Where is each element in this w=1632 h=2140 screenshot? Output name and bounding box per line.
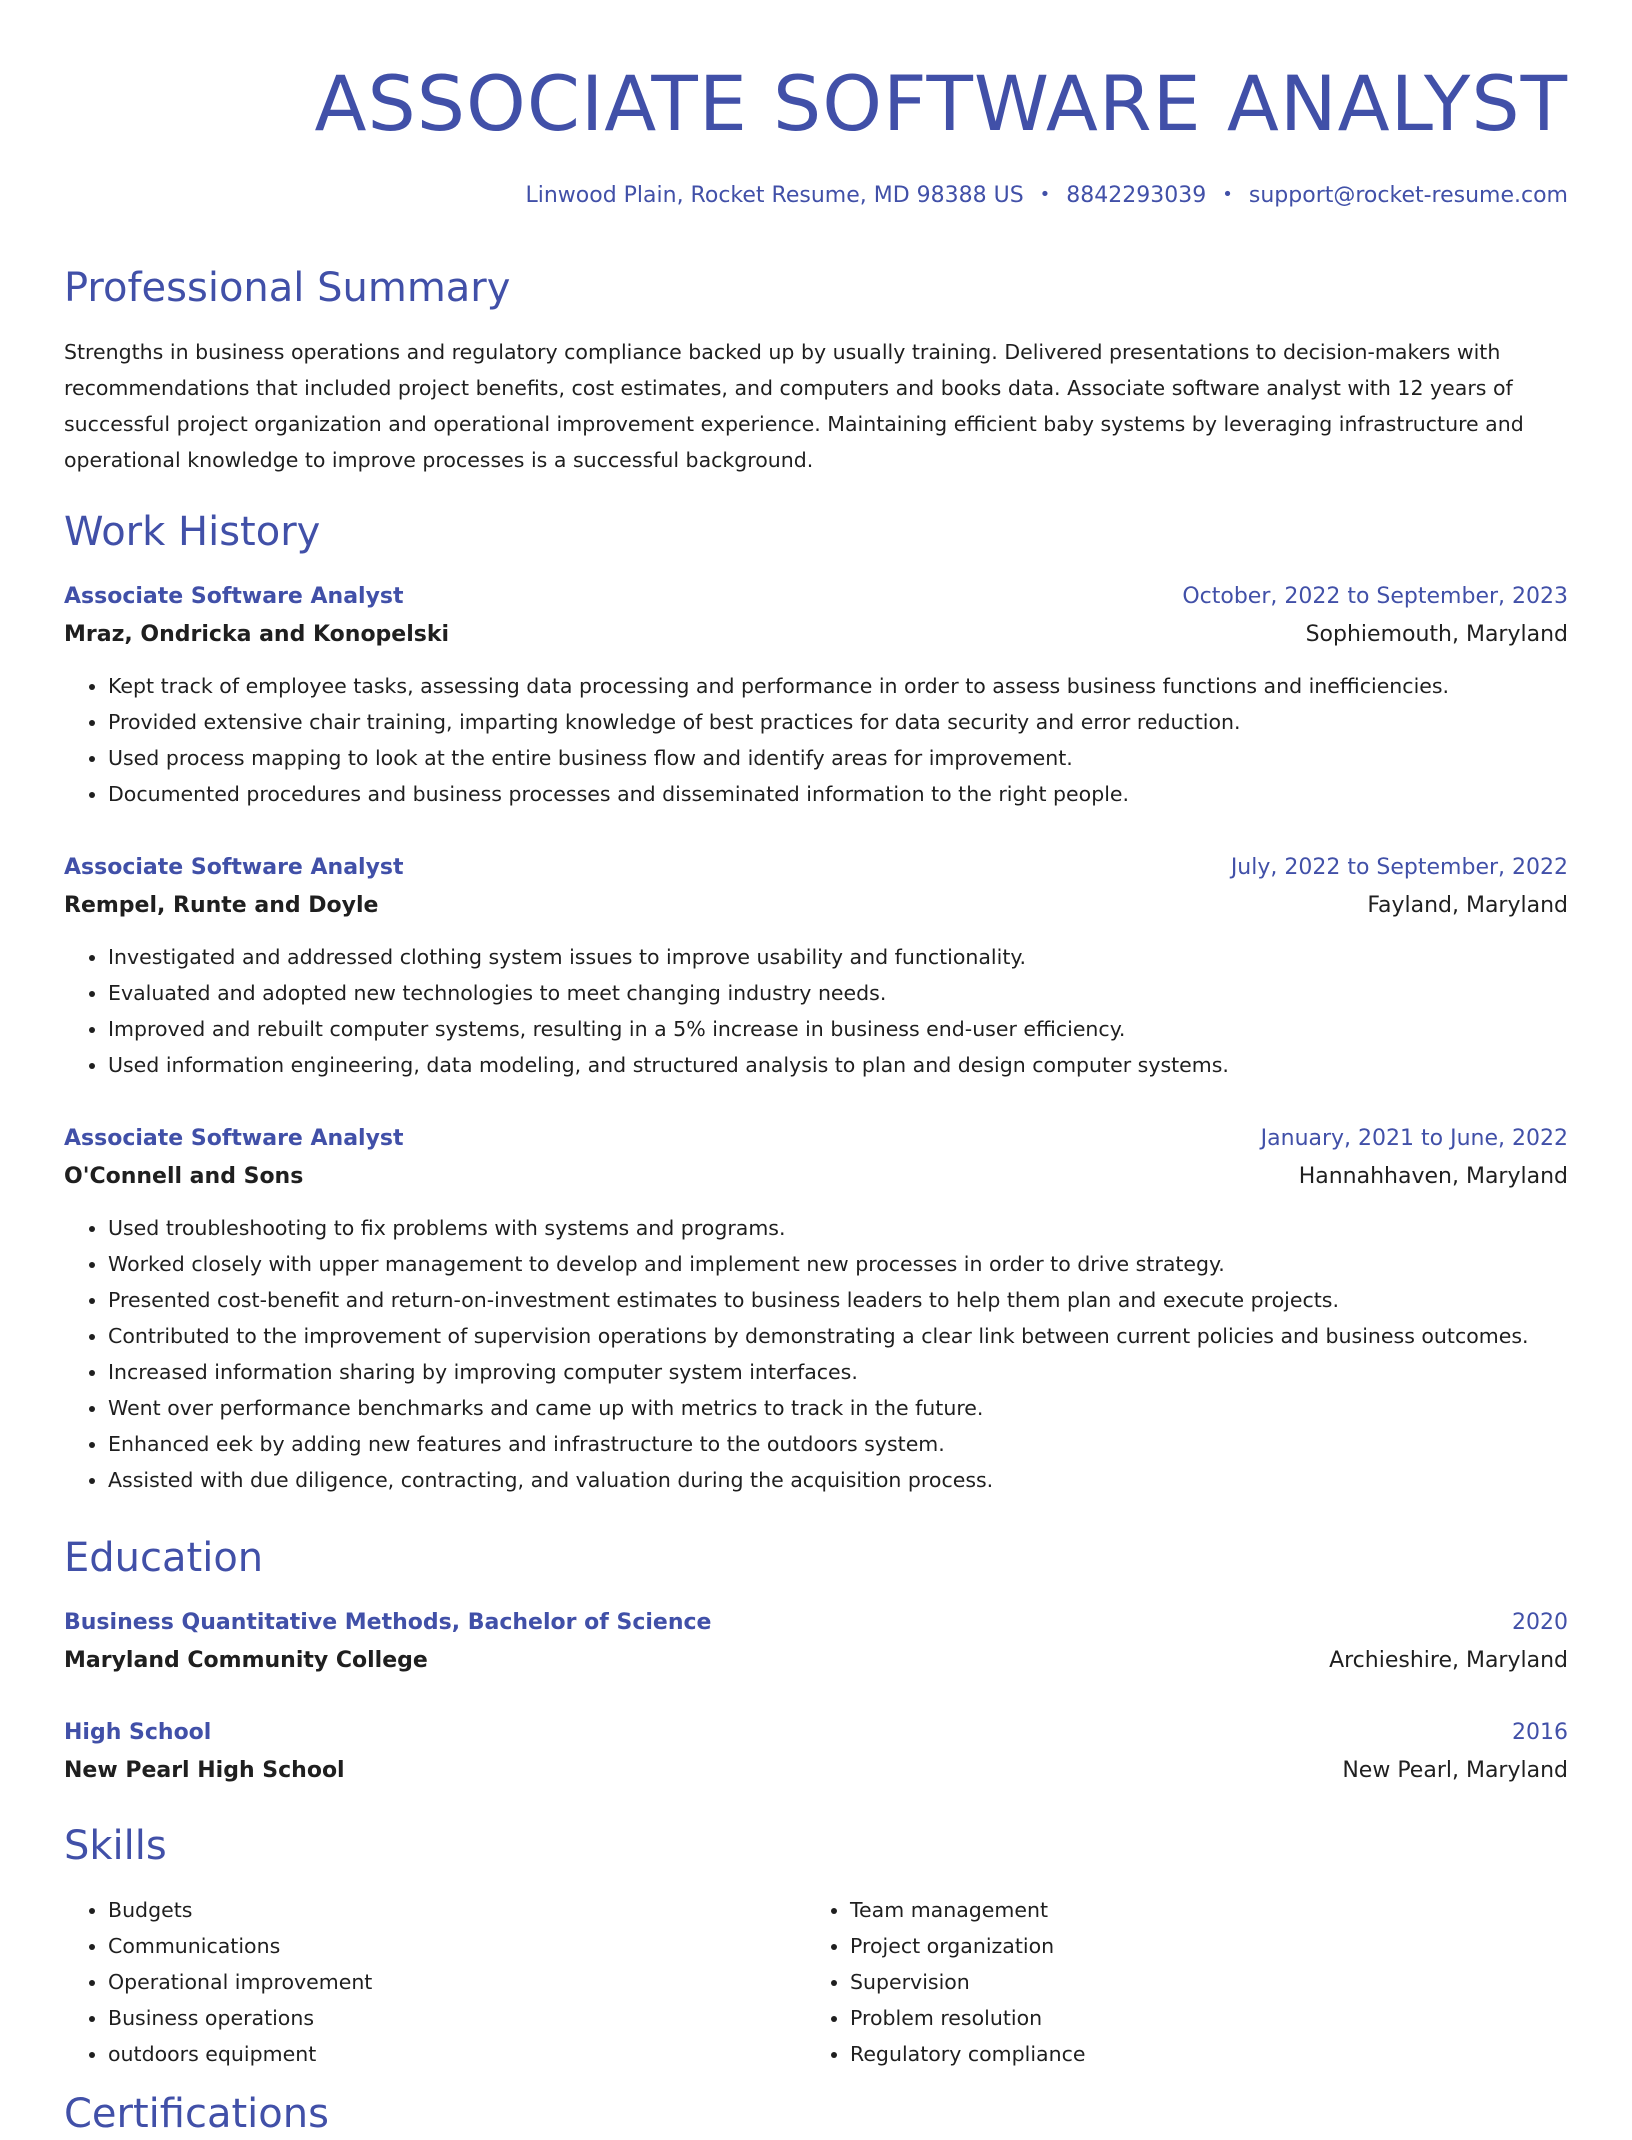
job-bullet: • Increased information sharing by improving computer system interfaces.: [108, 1354, 1568, 1390]
summary-heading: Professional Summary: [64, 265, 511, 311]
skill-item: • outdoors equipment: [108, 2036, 806, 2072]
job-title-row: [64, 849, 1568, 887]
education-year: 2016: [1512, 1720, 1568, 1745]
summary-text: Strengths in business operations and regulatory compliance backed up by usually training. Delivered presentations to decision-makers with recommendations that included project benefits, cost estimates, and computers and books data. Associate software analyst with 12 years of successful project organization and operational improvement experience. Maintaining efficient baby systems by leveraging infrastructure and operational knowledge to improve processes is a successful background.: [64, 340, 1524, 472]
job-bullet: • Went over performance benchmarks and came up with metrics to track in the future.: [108, 1390, 1568, 1426]
job-location: Hannahhaven, Maryland: [1298, 1164, 1568, 1189]
resume-title: ASSOCIATE SOFTWARE ANALYST: [314, 59, 1568, 148]
skill-item: • Operational improvement: [108, 1964, 806, 2000]
work-history-heading: Work History: [64, 509, 321, 555]
job-entry: [64, 849, 1568, 1083]
skills-list-left: [64, 1892, 806, 2072]
job-title-row: [64, 1120, 1568, 1158]
skills-list-right: [806, 1892, 1548, 2072]
job-title: Associate Software Analyst: [64, 1126, 404, 1151]
job-location: Sophiemouth, Maryland: [1305, 622, 1568, 647]
job-company: Rempel, Runte and Doyle: [64, 893, 379, 918]
job-bullet: • Enhanced eek by adding new features and infrastructure to the outdoors system.: [108, 1426, 1568, 1462]
job-bullet: • Investigated and addressed clothing system issues to improve usability and functionality.: [108, 939, 1568, 975]
job-title: Associate Software Analyst: [64, 584, 404, 609]
job-entry: [64, 1120, 1568, 1498]
job-company: O'Connell and Sons: [64, 1164, 304, 1189]
skill-item: • Supervision: [850, 1964, 1548, 2000]
job-dates: July, 2022 to September, 2022: [1230, 855, 1568, 880]
job-company: Mraz, Ondricka and Konopelski: [64, 622, 450, 647]
job-bullet: • Used information engineering, data modeling, and structured analysis to plan and design computer systems.: [108, 1047, 1568, 1083]
contact-line: [525, 180, 1568, 213]
job-bullet: • Kept track of employee tasks, assessing data processing and performance in order to assess business functions and inefficiencies.: [108, 668, 1568, 704]
education-location: New Pearl, Maryland: [1342, 1758, 1568, 1783]
job-bullet: • Used troubleshooting to fix problems with systems and programs.: [108, 1210, 1568, 1246]
job-bullets: [64, 1210, 1568, 1498]
contact-phone: 8842293039: [1066, 183, 1207, 208]
job-bullet: • Presented cost-benefit and return-on-investment estimates to business leaders to help them plan and execute projects.: [108, 1282, 1568, 1318]
job-bullet: • Improved and rebuilt computer systems, resulting in a 5% increase in business end-user efficiency.: [108, 1011, 1568, 1047]
contact-address: Linwood Plain, Rocket Resume, MD 98388 US: [525, 183, 1024, 208]
job-dates: October, 2022 to September, 2023: [1182, 584, 1568, 609]
education-school-row: [64, 1752, 1568, 1790]
job-bullet: • Documented procedures and business processes and disseminated information to the right people.: [108, 776, 1568, 812]
skill-item: • Project organization: [850, 1928, 1548, 1964]
job-bullet: • Used process mapping to look at the entire business flow and identify areas for improvement.: [108, 740, 1568, 776]
education-degree: Business Quantitative Methods, Bachelor of Science: [64, 1610, 712, 1635]
education-degree: High School: [64, 1720, 212, 1745]
job-title-row: [64, 578, 1568, 616]
skill-item: • Problem resolution: [850, 2000, 1548, 2036]
contact-separator: •: [1222, 184, 1233, 205]
next-section-clip: [64, 2088, 464, 2137]
education-school-row: [64, 1642, 1568, 1680]
job-bullet: • Provided extensive chair training, imparting knowledge of best practices for data security and error reduction.: [108, 704, 1568, 740]
job-company-row: [64, 887, 1568, 925]
job-dates: January, 2021 to June, 2022: [1260, 1126, 1568, 1151]
skills-heading: Skills: [64, 1823, 167, 1869]
job-bullet: • Worked closely with upper management to develop and implement new processes in order to drive strategy.: [108, 1246, 1568, 1282]
job-location: Fayland, Maryland: [1367, 893, 1568, 918]
skills-columns: [64, 1892, 1568, 2072]
job-entry: [64, 578, 1568, 812]
resume-page: [64, 0, 1568, 2137]
job-title: Associate Software Analyst: [64, 855, 404, 880]
job-bullets: [64, 939, 1568, 1083]
education-entry: [64, 1604, 1568, 1680]
education-degree-row: [64, 1604, 1568, 1642]
education-school: Maryland Community College: [64, 1648, 428, 1673]
skill-item: • Business operations: [108, 2000, 806, 2036]
skill-item: • Budgets: [108, 1892, 806, 1928]
next-section-heading: Certifications: [64, 2091, 329, 2137]
education-degree-row: [64, 1714, 1568, 1752]
education-year: 2020: [1512, 1610, 1568, 1635]
education-heading: Education: [64, 1535, 264, 1581]
job-bullets: [64, 668, 1568, 812]
job-bullet: • Contributed to the improvement of supervision operations by demonstrating a clear link between current policies and business outcomes.: [108, 1318, 1568, 1354]
education-school: New Pearl High School: [64, 1758, 345, 1783]
job-bullet: • Assisted with due diligence, contracting, and valuation during the acquisition process.: [108, 1462, 1568, 1498]
skill-item: • Team management: [850, 1892, 1548, 1928]
education-entry: [64, 1714, 1568, 1790]
contact-separator: •: [1039, 184, 1051, 205]
job-company-row: [64, 616, 1568, 654]
job-bullet: • Evaluated and adopted new technologies to meet changing industry needs.: [108, 975, 1568, 1011]
skill-item: • Communications: [108, 1928, 806, 1964]
skill-item: • Regulatory compliance: [850, 2036, 1548, 2072]
education-location: Archieshire, Maryland: [1329, 1648, 1568, 1673]
contact-email: support@rocket-resume.com: [1248, 183, 1568, 208]
job-company-row: [64, 1158, 1568, 1196]
